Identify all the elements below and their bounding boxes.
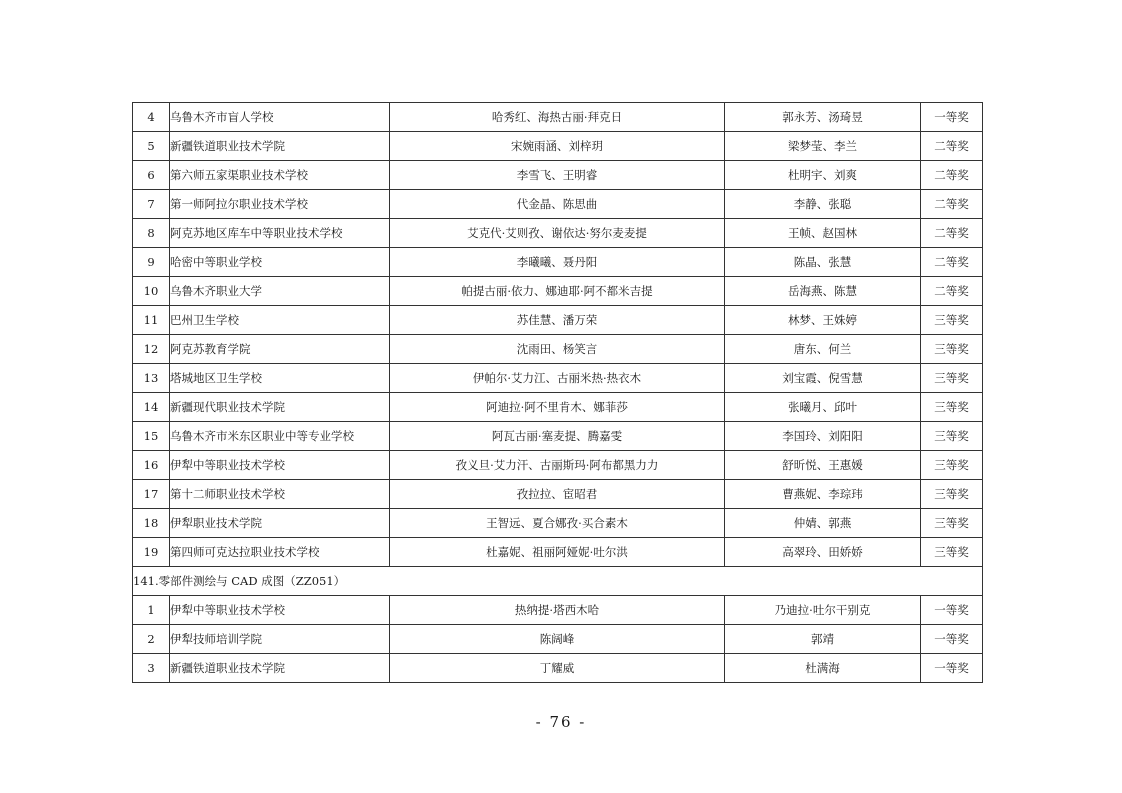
table-row	[133, 480, 983, 509]
table-row	[133, 335, 983, 364]
teacher-names: 唐东、何兰	[725, 335, 921, 364]
table-row	[133, 538, 983, 567]
row-number: 10	[133, 277, 170, 306]
table-row	[133, 306, 983, 335]
award-level: 二等奖	[921, 161, 983, 190]
row-number: 14	[133, 393, 170, 422]
row-number: 9	[133, 248, 170, 277]
row-number: 1	[133, 596, 170, 625]
student-names: 阿迪拉·阿不里肯木、娜菲莎	[390, 393, 725, 422]
student-names: 苏佳慧、潘万荣	[390, 306, 725, 335]
row-number: 3	[133, 654, 170, 683]
row-number: 2	[133, 625, 170, 654]
award-level: 一等奖	[921, 596, 983, 625]
school-name: 乌鲁木齐市盲人学校	[170, 103, 390, 132]
student-names: 王智远、夏合娜孜·买合素木	[390, 509, 725, 538]
teacher-names: 陈晶、张慧	[725, 248, 921, 277]
school-name: 第四师可克达拉职业技术学校	[170, 538, 390, 567]
row-number: 17	[133, 480, 170, 509]
awards-table-section	[133, 567, 983, 596]
row-number: 11	[133, 306, 170, 335]
award-level: 三等奖	[921, 393, 983, 422]
row-number: 13	[133, 364, 170, 393]
school-name: 乌鲁木齐市米东区职业中等专业学校	[170, 422, 390, 451]
school-name: 第十二师职业技术学校	[170, 480, 390, 509]
row-number: 7	[133, 190, 170, 219]
award-level: 三等奖	[921, 451, 983, 480]
teacher-names: 曹燕妮、李琮玮	[725, 480, 921, 509]
school-name: 新疆铁道职业技术学院	[170, 132, 390, 161]
award-level: 三等奖	[921, 509, 983, 538]
teacher-names: 张曦月、邱叶	[725, 393, 921, 422]
award-level: 三等奖	[921, 306, 983, 335]
row-number: 18	[133, 509, 170, 538]
award-level: 二等奖	[921, 132, 983, 161]
row-number: 4	[133, 103, 170, 132]
student-names: 李曦曦、聂丹阳	[390, 248, 725, 277]
school-name: 伊犁中等职业技术学校	[170, 596, 390, 625]
student-names: 帕提古丽·依力、娜迪耶·阿不都米吉提	[390, 277, 725, 306]
teacher-names: 刘宝霞、倪雪慧	[725, 364, 921, 393]
award-level: 一等奖	[921, 103, 983, 132]
award-level: 二等奖	[921, 277, 983, 306]
table-row	[133, 248, 983, 277]
school-name: 阿克苏地区库车中等职业技术学校	[170, 219, 390, 248]
table-row	[133, 393, 983, 422]
school-name: 伊犁职业技术学院	[170, 509, 390, 538]
student-names: 哈秀红、海热古丽·拜克日	[390, 103, 725, 132]
awards-table	[132, 102, 983, 683]
student-names: 艾克代·艾则孜、谢依达·努尔麦麦提	[390, 219, 725, 248]
award-level: 三等奖	[921, 538, 983, 567]
teacher-names: 李静、张聪	[725, 190, 921, 219]
school-name: 第一师阿拉尔职业技术学校	[170, 190, 390, 219]
school-name: 阿克苏教育学院	[170, 335, 390, 364]
teacher-names: 高翠玲、田娇娇	[725, 538, 921, 567]
teacher-names: 梁梦莹、李兰	[725, 132, 921, 161]
table-row	[133, 654, 983, 683]
teacher-names: 李国玲、刘阳阳	[725, 422, 921, 451]
row-number: 8	[133, 219, 170, 248]
teacher-names: 郭靖	[725, 625, 921, 654]
award-level: 三等奖	[921, 335, 983, 364]
student-names: 孜拉拉、宦昭君	[390, 480, 725, 509]
award-level: 三等奖	[921, 480, 983, 509]
table-row	[133, 364, 983, 393]
section-title: 141.零部件测绘与 CAD 成图（ZZ051）	[133, 567, 983, 596]
student-names: 热纳提·塔西木哈	[390, 596, 725, 625]
awards-table-body-after	[133, 596, 983, 683]
award-level: 二等奖	[921, 219, 983, 248]
page-number: - 76 -	[535, 713, 587, 731]
school-name: 第六师五家渠职业技术学校	[170, 161, 390, 190]
teacher-names: 仲婧、郭燕	[725, 509, 921, 538]
student-names: 陈阔峰	[390, 625, 725, 654]
teacher-names: 岳海燕、陈慧	[725, 277, 921, 306]
table-row	[133, 190, 983, 219]
teacher-names: 杜满海	[725, 654, 921, 683]
school-name: 巴州卫生学校	[170, 306, 390, 335]
table-row	[133, 277, 983, 306]
student-names: 李雪飞、王明睿	[390, 161, 725, 190]
school-name: 新疆现代职业技术学院	[170, 393, 390, 422]
teacher-names: 舒昕悦、王惠媛	[725, 451, 921, 480]
award-level: 一等奖	[921, 625, 983, 654]
teacher-names: 郭永芳、汤琦昱	[725, 103, 921, 132]
table-row	[133, 103, 983, 132]
row-number: 12	[133, 335, 170, 364]
award-level: 二等奖	[921, 190, 983, 219]
school-name: 哈密中等职业学校	[170, 248, 390, 277]
row-number: 19	[133, 538, 170, 567]
school-name: 乌鲁木齐职业大学	[170, 277, 390, 306]
award-level: 三等奖	[921, 422, 983, 451]
school-name: 伊犁技师培训学院	[170, 625, 390, 654]
table-row	[133, 596, 983, 625]
row-number: 5	[133, 132, 170, 161]
table-row	[133, 509, 983, 538]
table-row	[133, 451, 983, 480]
table-row	[133, 422, 983, 451]
student-names: 阿瓦古丽·塞麦提、腾嘉雯	[390, 422, 725, 451]
teacher-names: 王帧、赵国林	[725, 219, 921, 248]
row-number: 15	[133, 422, 170, 451]
student-names: 沈雨田、杨笑言	[390, 335, 725, 364]
teacher-names: 乃迪拉·吐尔干别克	[725, 596, 921, 625]
student-names: 孜义旦·艾力汗、古丽斯玛·阿布都黑力力	[390, 451, 725, 480]
table-row	[133, 132, 983, 161]
table-row	[133, 219, 983, 248]
student-names: 杜嘉妮、祖丽阿娅妮·吐尔洪	[390, 538, 725, 567]
teacher-names: 林梦、王姝婷	[725, 306, 921, 335]
award-level: 一等奖	[921, 654, 983, 683]
award-level: 二等奖	[921, 248, 983, 277]
table-row	[133, 161, 983, 190]
student-names: 丁耀威	[390, 654, 725, 683]
table-row	[133, 625, 983, 654]
school-name: 新疆铁道职业技术学院	[170, 654, 390, 683]
student-names: 代金晶、陈思曲	[390, 190, 725, 219]
teacher-names: 杜明宇、刘爽	[725, 161, 921, 190]
row-number: 16	[133, 451, 170, 480]
school-name: 伊犁中等职业技术学校	[170, 451, 390, 480]
row-number: 6	[133, 161, 170, 190]
school-name: 塔城地区卫生学校	[170, 364, 390, 393]
awards-table-body-before	[133, 103, 983, 567]
student-names: 伊帕尔·艾力江、古丽米热·热衣木	[390, 364, 725, 393]
student-names: 宋婉雨涵、刘梓玥	[390, 132, 725, 161]
section-row	[133, 567, 983, 596]
award-level: 三等奖	[921, 364, 983, 393]
